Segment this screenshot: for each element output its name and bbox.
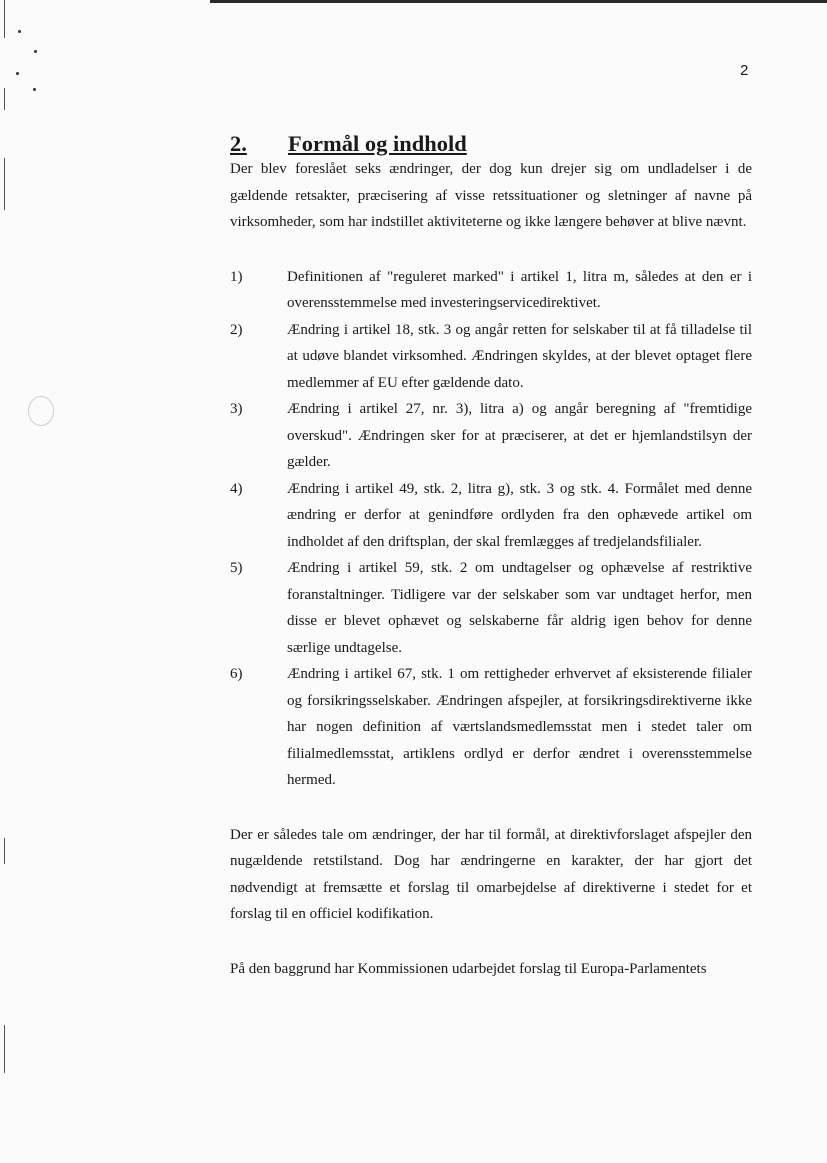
scan-dot <box>16 72 19 75</box>
list-item-text: Definitionen af "reguleret marked" i artikel 1, litra m, således at den er i overensstemmelse med investeringservicedirektivet. <box>287 268 752 311</box>
amendment-list <box>230 264 752 794</box>
scan-dot <box>33 88 36 91</box>
list-item <box>230 396 752 476</box>
punch-hole-mark <box>28 396 54 426</box>
list-item-number: 6) <box>230 666 243 682</box>
list-item <box>230 555 752 661</box>
list-item-number: 5) <box>230 560 243 576</box>
scan-margin-mark <box>4 838 5 864</box>
section-title: Formål og indhold <box>288 131 467 156</box>
scan-dot <box>18 30 21 33</box>
list-item <box>230 264 752 317</box>
list-item-text: Ændring i artikel 27, nr. 3), litra a) og angår beregning af "fremtidige overskud". Ændringen sker for at præciserer, at det er hjemlandstilsyn der gælder. <box>287 401 752 470</box>
section-heading <box>230 132 752 156</box>
intro-paragraph: Der blev foreslået seks ændringer, der dog kun drejer sig om undladelser i de gældende retsakter, præcisering af visse retssituationer og sletninger af navne på virksomheder, som har indstillet aktiviteterne og ikke længere behøver at blive nævnt. <box>230 161 752 230</box>
list-item-text: Ændring i artikel 59, stk. 2 om undtagelser og ophævelse af restriktive foranstaltninger. Tidligere var der selskaber som var undtaget herfor, men disse er blevet ophævet og selskaberne får aldrig igen behov for denne særlige undtagelse. <box>287 560 752 656</box>
list-item-number: 1) <box>230 268 243 285</box>
list-item-text: Ændring i artikel 49, stk. 2, litra g), stk. 3 og stk. 4. Formålet med denne ændring er derfor at genindføre ordlyden fra den ophævede artikel om indholdet af den driftsplan, der skal fremlægges af tredjelandsfilialer. <box>287 480 752 550</box>
list-item-number: 2) <box>230 321 243 338</box>
list-item <box>230 476 752 556</box>
list-item-text: Ændring i artikel 67, stk. 1 om rettigheder erhvervet af eksisterende filialer og forsikringsselskaber. Ændringen afspejler, at forsikringsdirektiverne ikke har nogen definition af værtslandsmedlemsstat men i stedet taler om filialmedlemsstat, artiklens ordlyd er derfor ændret i overensstemmelse hermed. <box>287 666 752 788</box>
section-number: 2. <box>230 131 247 156</box>
list-item-text: Ændring i artikel 18, stk. 3 og angår retten for selskaber til at få tilladelse til at udøve blandet virksomhed. Ændringen skyldes, at der blevet optaget flere medlemmer af EU efter gældende dato. <box>287 321 752 391</box>
top-scan-rule <box>210 0 827 3</box>
page-number: 2 <box>740 62 749 79</box>
list-item <box>230 661 752 794</box>
list-item-number: 3) <box>230 401 243 417</box>
closing-paragraph: På den baggrund har Kommissionen udarbejdet forslag til Europa-Parlamentets <box>230 960 707 977</box>
scan-margin-mark <box>4 1025 5 1073</box>
scan-dot <box>34 50 37 53</box>
list-item-number: 4) <box>230 480 243 497</box>
list-item <box>230 317 752 397</box>
conclusion-paragraph: Der er således tale om ændringer, der har til formål, at direktivforslaget afspejler den nugældende retstilstand. Dog har ændringerne en karakter, der har gjort det nødvendigt at fremsætte et forslag til omarbejdelse af direktiverne i stedet for et forslag til en officiel kodifikation. <box>230 826 752 922</box>
document-body <box>230 132 752 982</box>
scan-margin-mark <box>4 0 5 38</box>
scan-margin-mark <box>4 88 5 110</box>
scan-margin-mark <box>4 158 5 210</box>
